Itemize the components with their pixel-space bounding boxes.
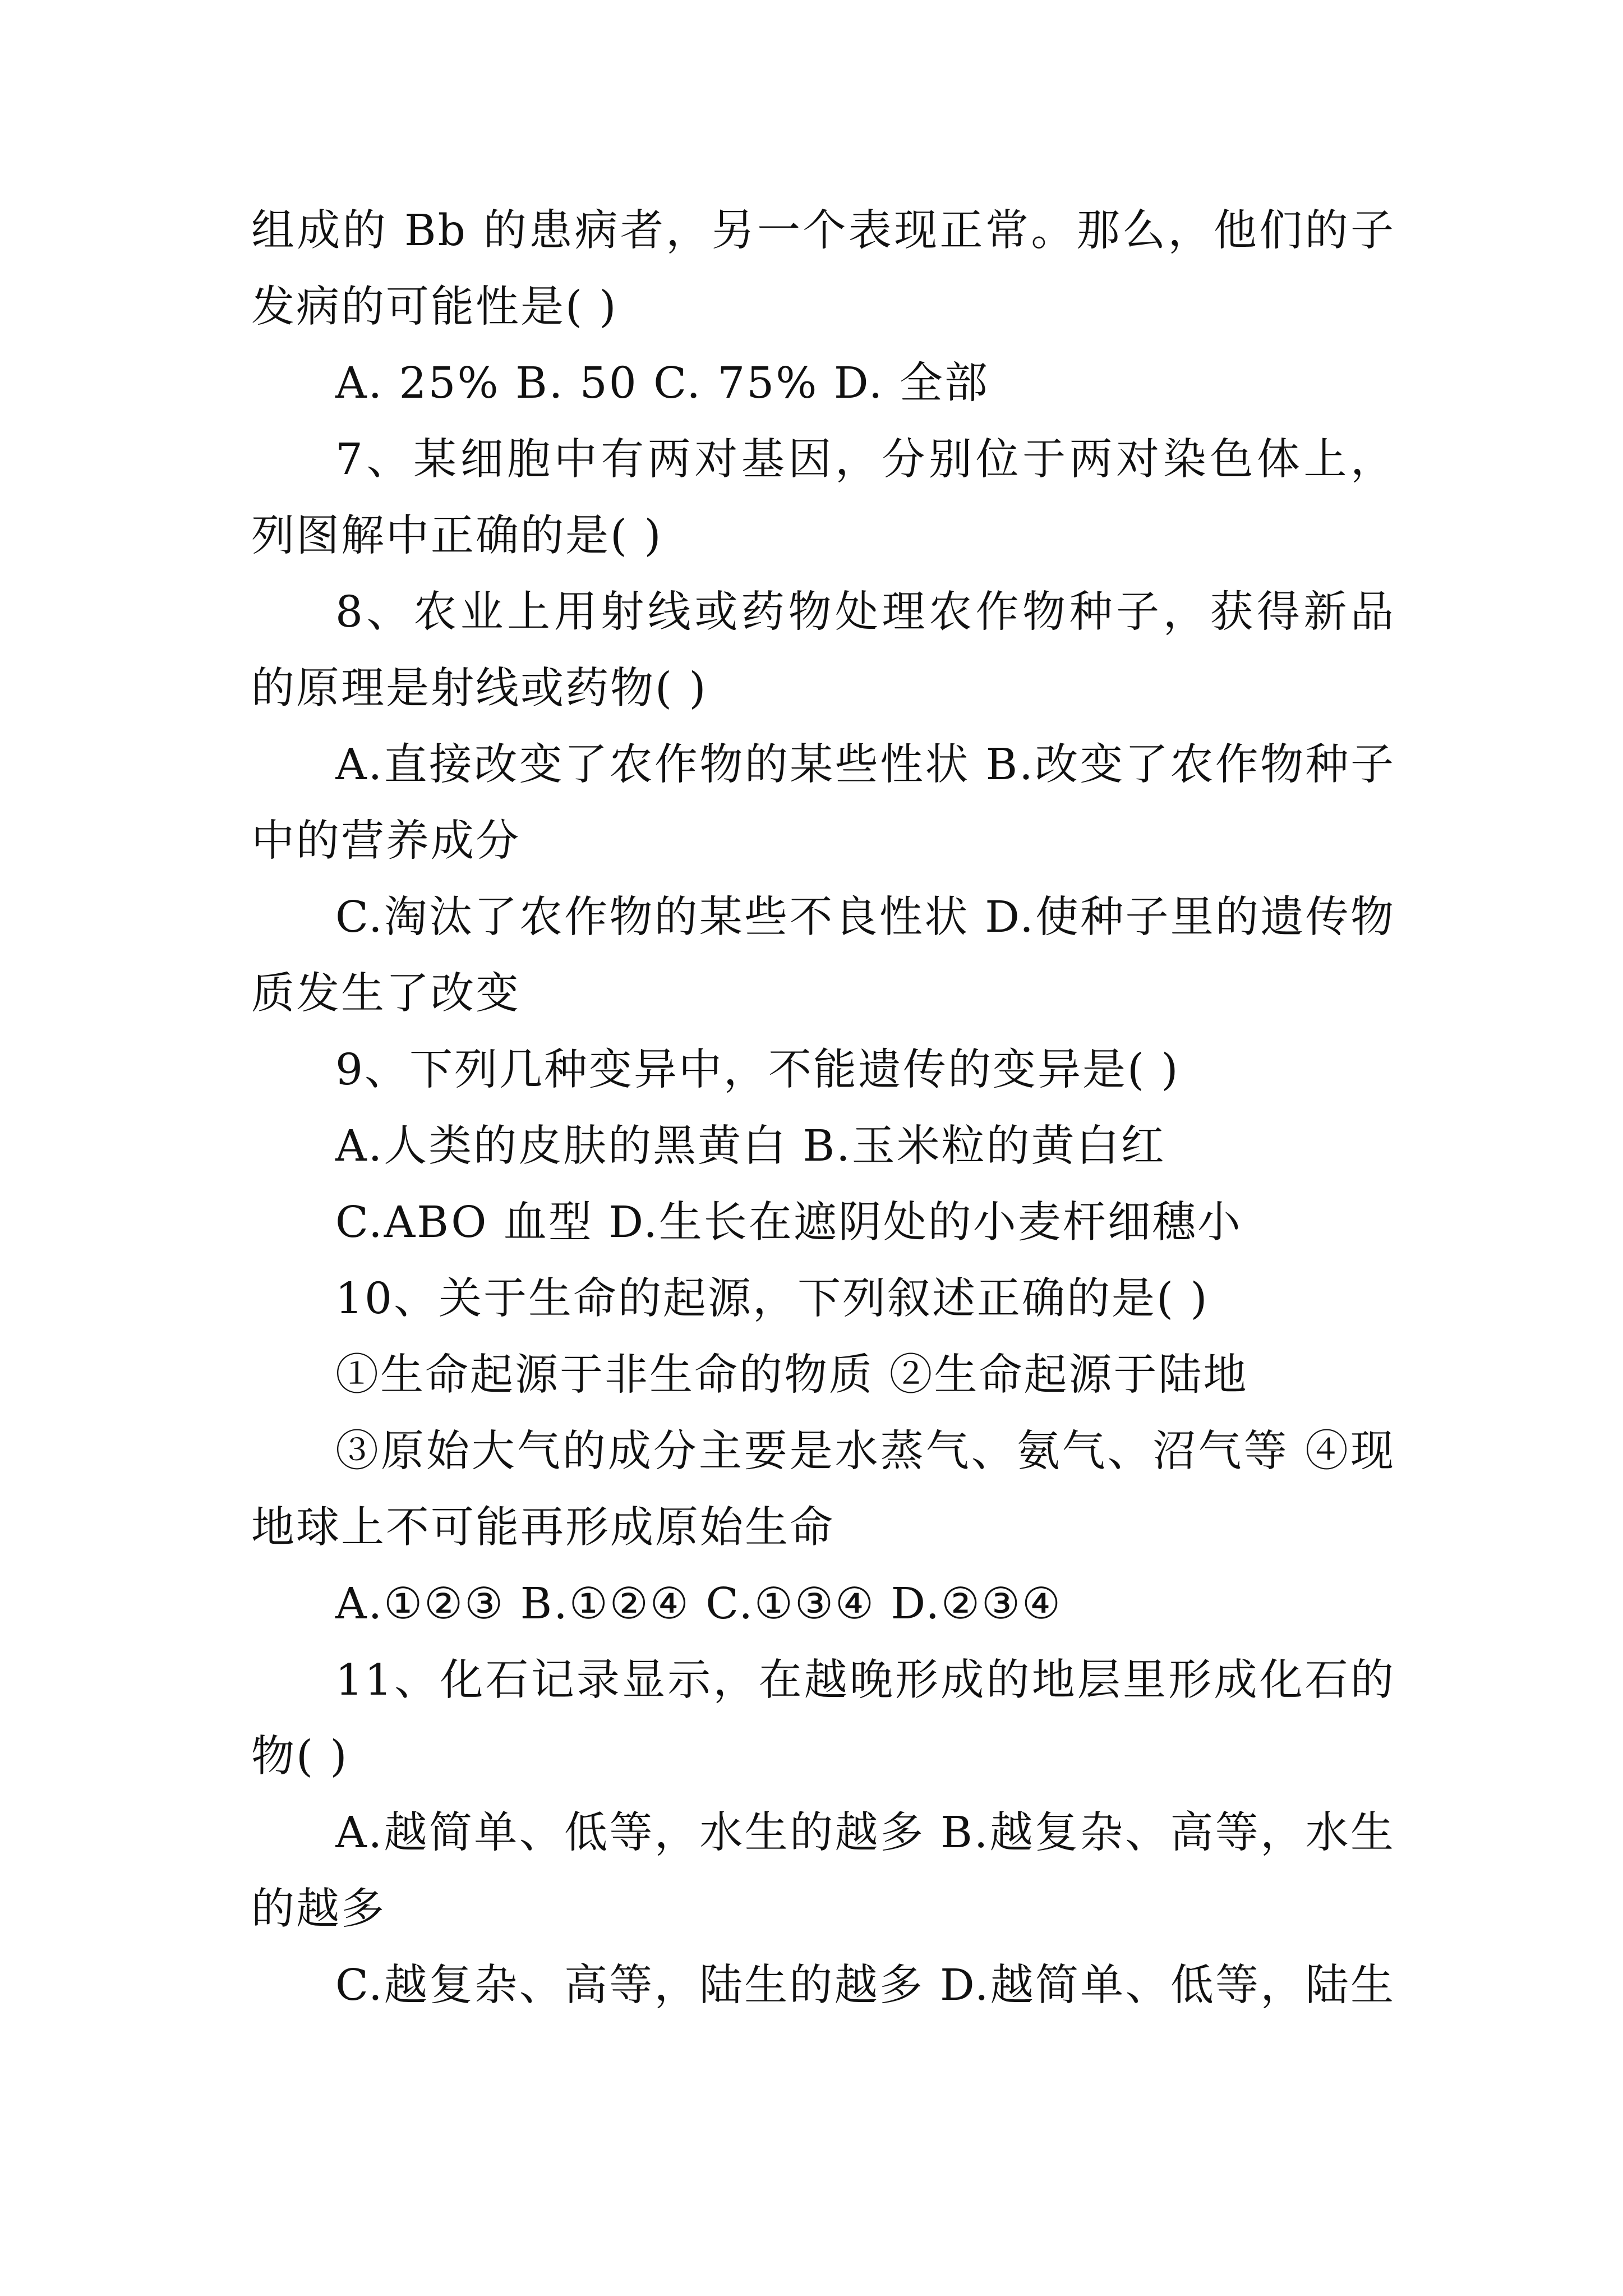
- text-line: 的原理是射线或药物( ): [251, 664, 708, 714]
- question-line: 10、关于生命的起源，下列叙述正确的是( ): [335, 1274, 1209, 1324]
- text-line: 物( ): [251, 1732, 349, 1782]
- text-line: 的越多: [251, 1884, 386, 1934]
- statement-line: ③原始大气的成分主要是水蒸气、氨气、沼气等 ④现: [335, 1427, 1395, 1476]
- text-line: 中的营养成分: [251, 816, 520, 866]
- text-line: 列图解中正确的是( ): [251, 511, 663, 561]
- question-line: 8、农业上用射线或药物处理农作物种子，获得新品: [335, 587, 1395, 637]
- option-line: A.人类的皮肤的黑黄白 B.玉米粒的黄白红: [335, 1121, 1166, 1171]
- statement-line: ①生命起源于非生命的物质 ②生命起源于陆地: [335, 1350, 1248, 1400]
- option-line: A.直接改变了农作物的某些性状 B.改变了农作物种子: [335, 740, 1395, 790]
- text-line: 地球上不可能再形成原始生命: [251, 1503, 834, 1553]
- option-line: A.①②③ B.①②④ C.①③④ D.②③④: [335, 1579, 1063, 1629]
- option-line: C.ABO 血型 D.生长在遮阴处的小麦杆细穗小: [335, 1198, 1242, 1248]
- option-line: A. 25% B. 50 C. 75% D. 全部: [335, 358, 989, 408]
- option-line: C.淘汰了农作物的某些不良性状 D.使种子里的遗传物: [335, 892, 1395, 942]
- text-line: 组成的 Bb 的患病者，另一个表现正常。那么，他们的子: [251, 206, 1395, 256]
- question-line: 9、下列几种变异中，不能遗传的变异是( ): [335, 1045, 1180, 1095]
- text-line: 质发生了改变: [251, 969, 520, 1019]
- text-line: 发病的可能性是( ): [251, 282, 618, 332]
- option-line: A.越简单、低等，水生的越多 B.越复杂、高等，水生: [335, 1808, 1395, 1858]
- option-line: C.越复杂、高等，陆生的越多 D.越简单、低等，陆生: [335, 1961, 1395, 2010]
- question-line: 11、化石记录显示，在越晚形成的地层里形成化石的: [335, 1655, 1395, 1705]
- question-line: 7、某细胞中有两对基因，分别位于两对染色体上，: [335, 435, 1395, 485]
